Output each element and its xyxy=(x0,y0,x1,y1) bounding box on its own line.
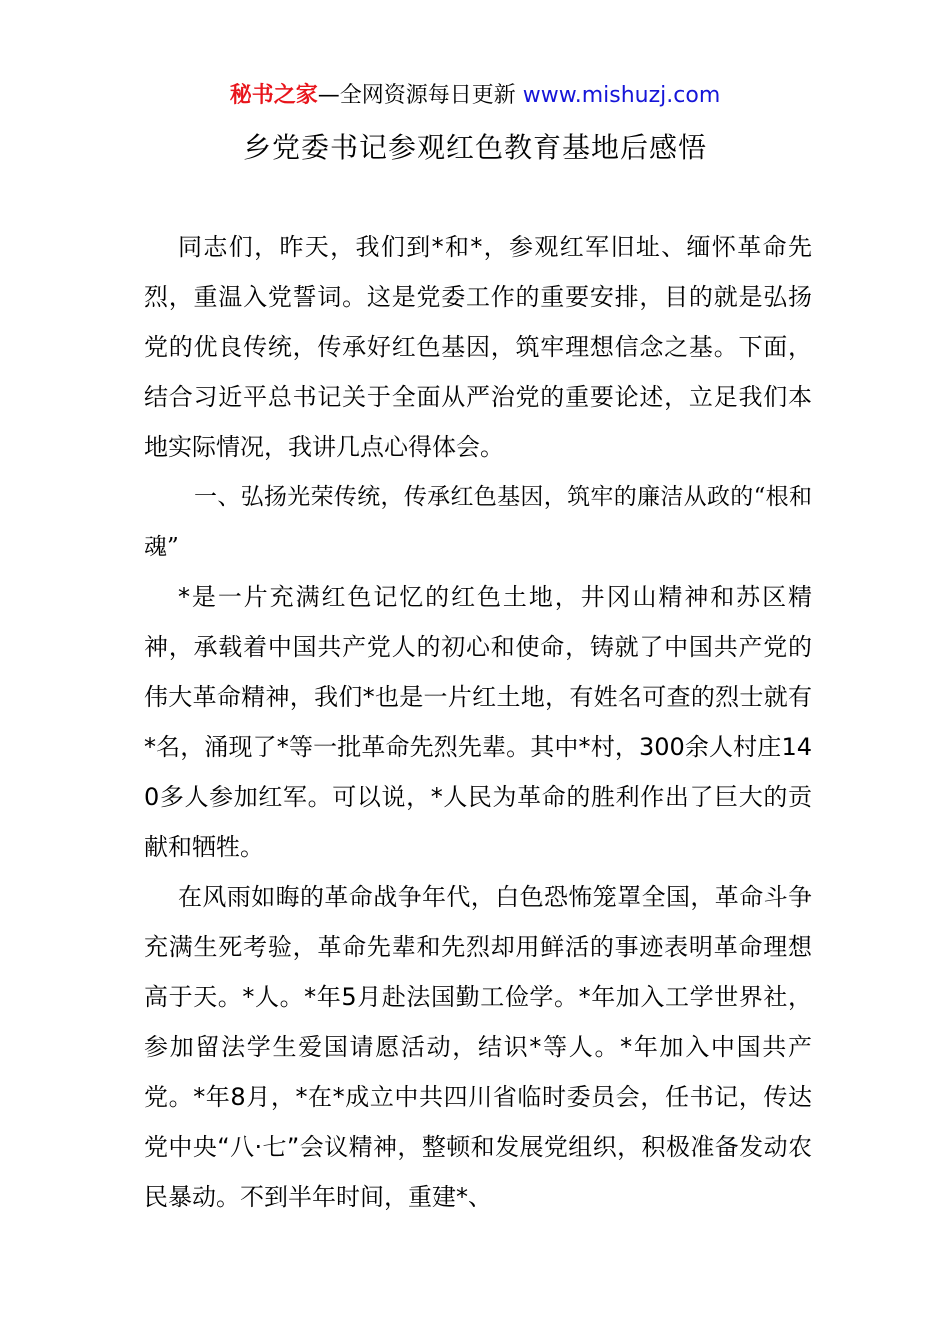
site-brand: 秘书之家 xyxy=(229,83,318,108)
body-paragraph: 在风雨如晦的革命战争年代，白色恐怖笼罩全国，革命斗争充满生死考验，革命先辈和先烈却用鲜活的事迹表明革命理想高于天。*人。*年5月赴法国勤工俭学。*年加入工学世界社，参加留法学生爱国请愿活动，结识*等人。*年加入中国共产党。*年8月，*在*成立中共四川省临时委员会，任书记，传达党中央“八·七”会议精神，整顿和发展党组织，积极准备发动农民暴动。不到半年时间，重建*、 xyxy=(144,883,812,1211)
document-title: 乡党委书记参观红色教育基地后感悟 xyxy=(242,131,707,164)
site-url-link[interactable]: www.mishuzj.com xyxy=(522,83,721,108)
body-paragraph: *是一片充满红色记忆的红色土地，井冈山精神和苏区精神，承载着中国共产党人的初心和使命，铸就了中国共产党的伟大革命精神，我们*也是一片红土地，有姓名可查的烈士就有*名，涌现了*等一批革命先烈先辈。其中*村，300余人村庄140多人参加红军。可以说，*人民为革命的胜利作出了巨大的贡献和牺牲。 xyxy=(144,583,812,861)
document-body xyxy=(144,222,812,1222)
site-tagline: —全网资源每日更新 xyxy=(317,83,523,108)
site-header xyxy=(0,80,950,112)
section-heading: 一、弘扬光荣传统，传承红色基因，筑牢的廉洁从政的“根和魂” xyxy=(144,484,812,560)
intro-paragraph: 同志们，昨天，我们到*和*，参观红军旧址、缅怀革命先烈，重温入党誓词。这是党委工作的重要安排，目的就是弘扬党的优良传统，传承好红色基因，筑牢理想信念之基。下面，结合习近平总书记关于全面从严治党的重要论述，立足我们本地实际情况，我讲几点心得体会。 xyxy=(144,233,812,461)
